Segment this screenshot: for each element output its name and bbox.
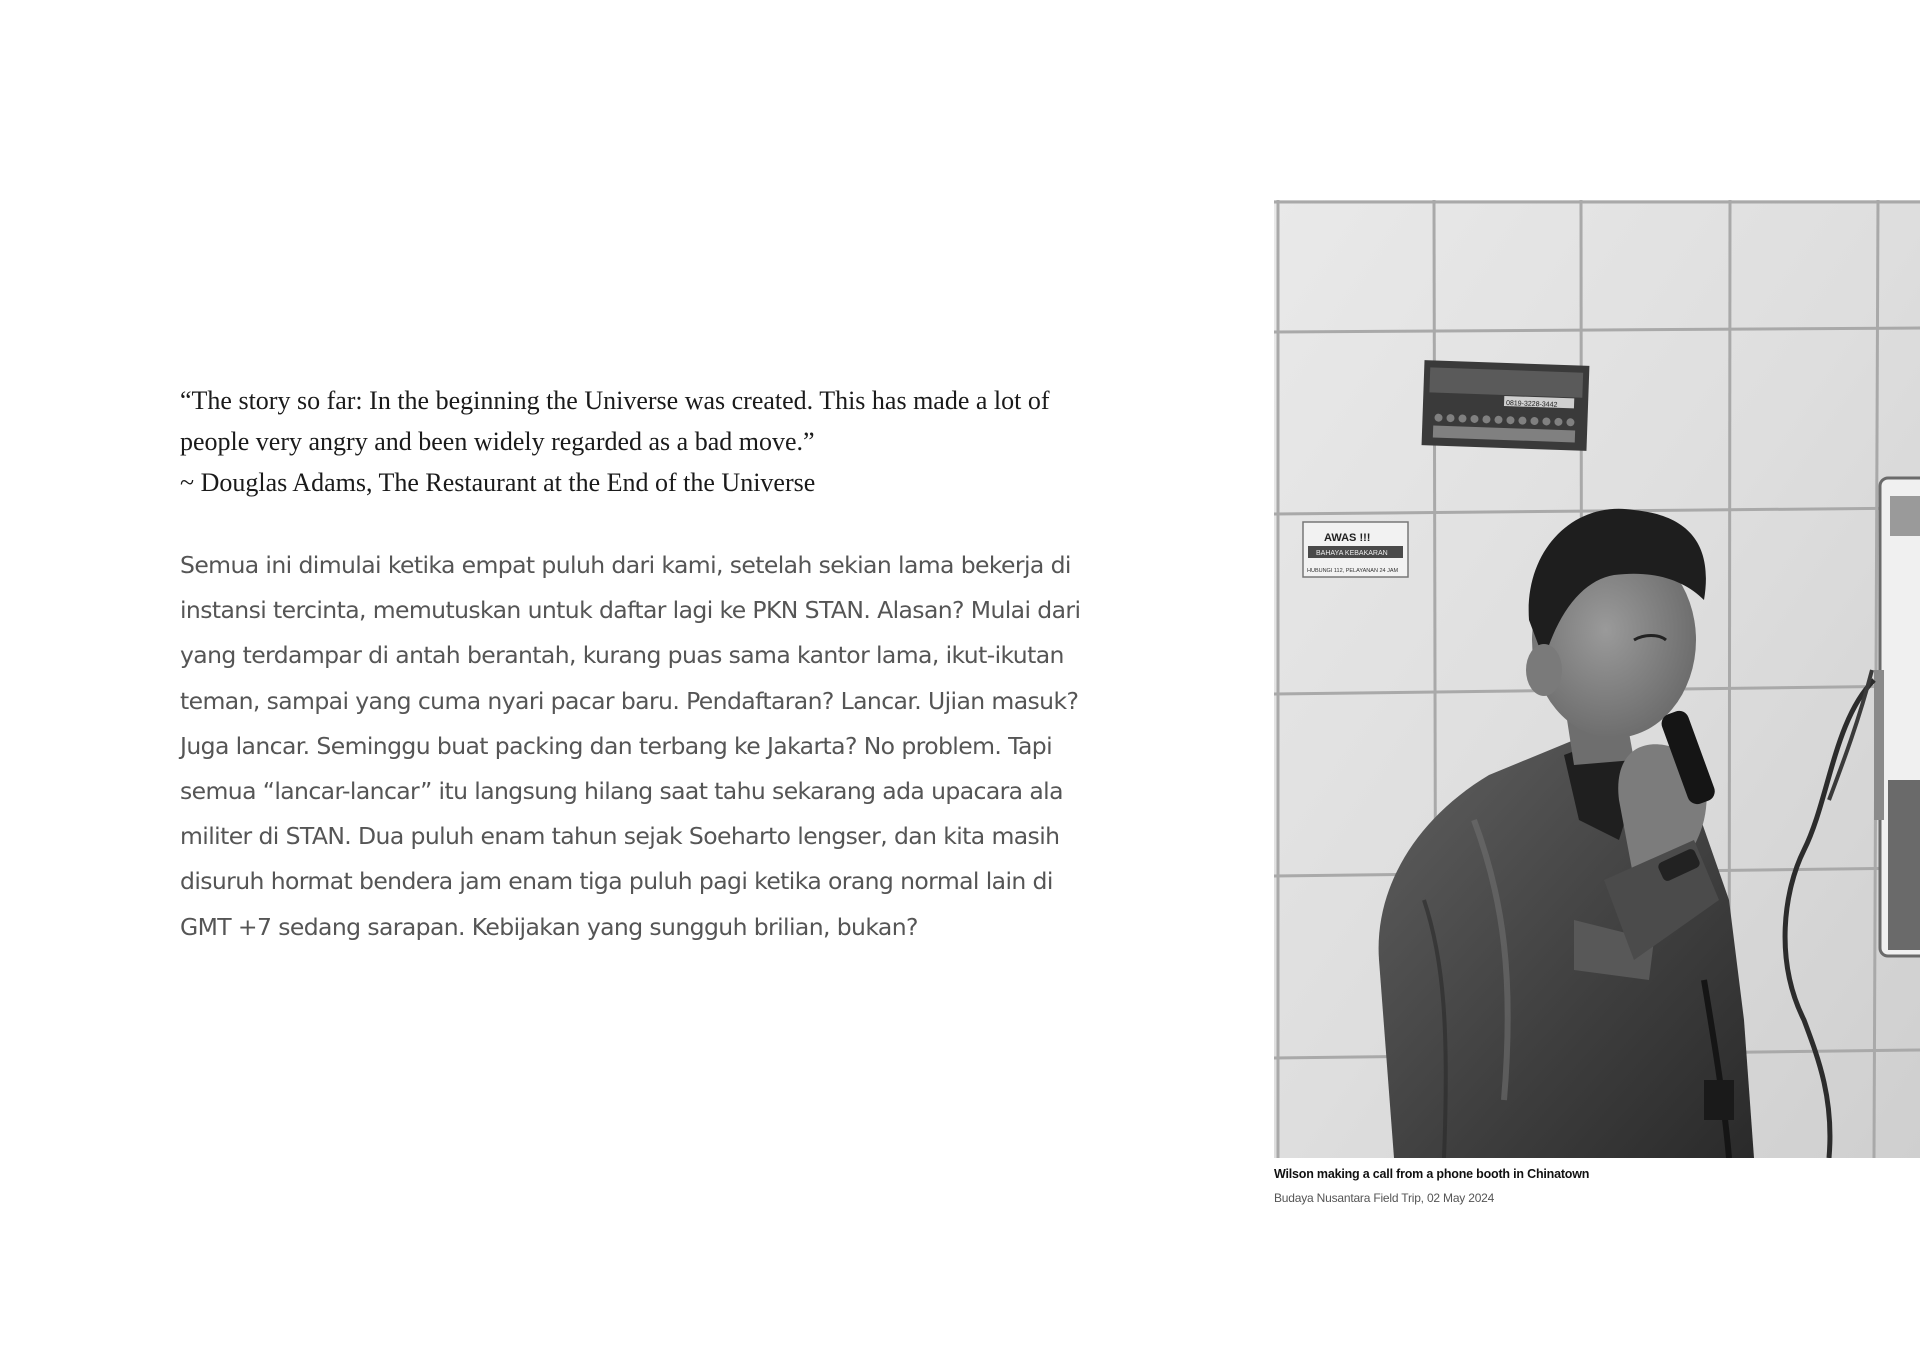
paragraph-line: GMT +7 sedang sarapan. Kebijakan yang sungguh brilian, bukan? (180, 912, 918, 941)
photo-caption-subtitle: Budaya Nusantara Field Trip, 02 May 2024 (1274, 1191, 1495, 1205)
quote-line: “The story so far: In the beginning the Universe was created. This has made a lot of (180, 386, 1050, 415)
paragraph-line: teman, sampai yang cuma nyari pacar baru. Pendaftaran? Lancar. Ujian masuk? (180, 686, 1079, 715)
sign-heading: AWAS !!! (1324, 532, 1371, 544)
quote-attribution: ~ Douglas Adams, The Restaurant at the End of the Universe (180, 468, 816, 497)
sign-footer: HUBUNGI 112, PELAYANAN 24 JAM (1307, 568, 1399, 574)
poster-phone-number: 0819-3228-3442 (1505, 400, 1558, 409)
paragraph-line: yang terdampar di antah berantah, kurang puas sama kantor lama, ikut-ikutan (180, 641, 1064, 670)
paragraph-line: Juga lancar. Seminggu buat packing dan terbang ke Jakarta? No problem. Tapi (180, 731, 1053, 760)
paragraph-line: disuruh hormat bendera jam enam tiga puluh pagi ketika orang normal lain di (180, 867, 1053, 896)
paragraph-line: militer di STAN. Dua puluh enam tahun sejak Soeharto lengser, dan kita masih (180, 822, 1060, 851)
paragraph-line: semua “lancar-lancar” itu langsung hilang saat tahu sekarang ada upacara ala (180, 777, 1063, 806)
wall-poster (1422, 360, 1590, 451)
sign-line: BAHAYA KEBAKARAN (1316, 550, 1388, 557)
photo-caption-title: Wilson making a call from a phone booth in Chinatown (1274, 1167, 1590, 1181)
warning-sticker (1303, 522, 1408, 577)
quote-line: people very angry and been widely regarded as a bad move.” (180, 427, 815, 456)
paragraph-line: Semua ini dimulai ketika empat puluh dari kami, setelah sekian lama bekerja di (180, 551, 1071, 579)
epigraph-quote (180, 380, 1120, 503)
body-paragraph (180, 543, 1120, 950)
phone-booth-photo (1274, 200, 1920, 1158)
paragraph-line: instansi tercinta, memutuskan untuk daftar lagi ke PKN STAN. Alasan? Mulai dari (180, 596, 1081, 625)
